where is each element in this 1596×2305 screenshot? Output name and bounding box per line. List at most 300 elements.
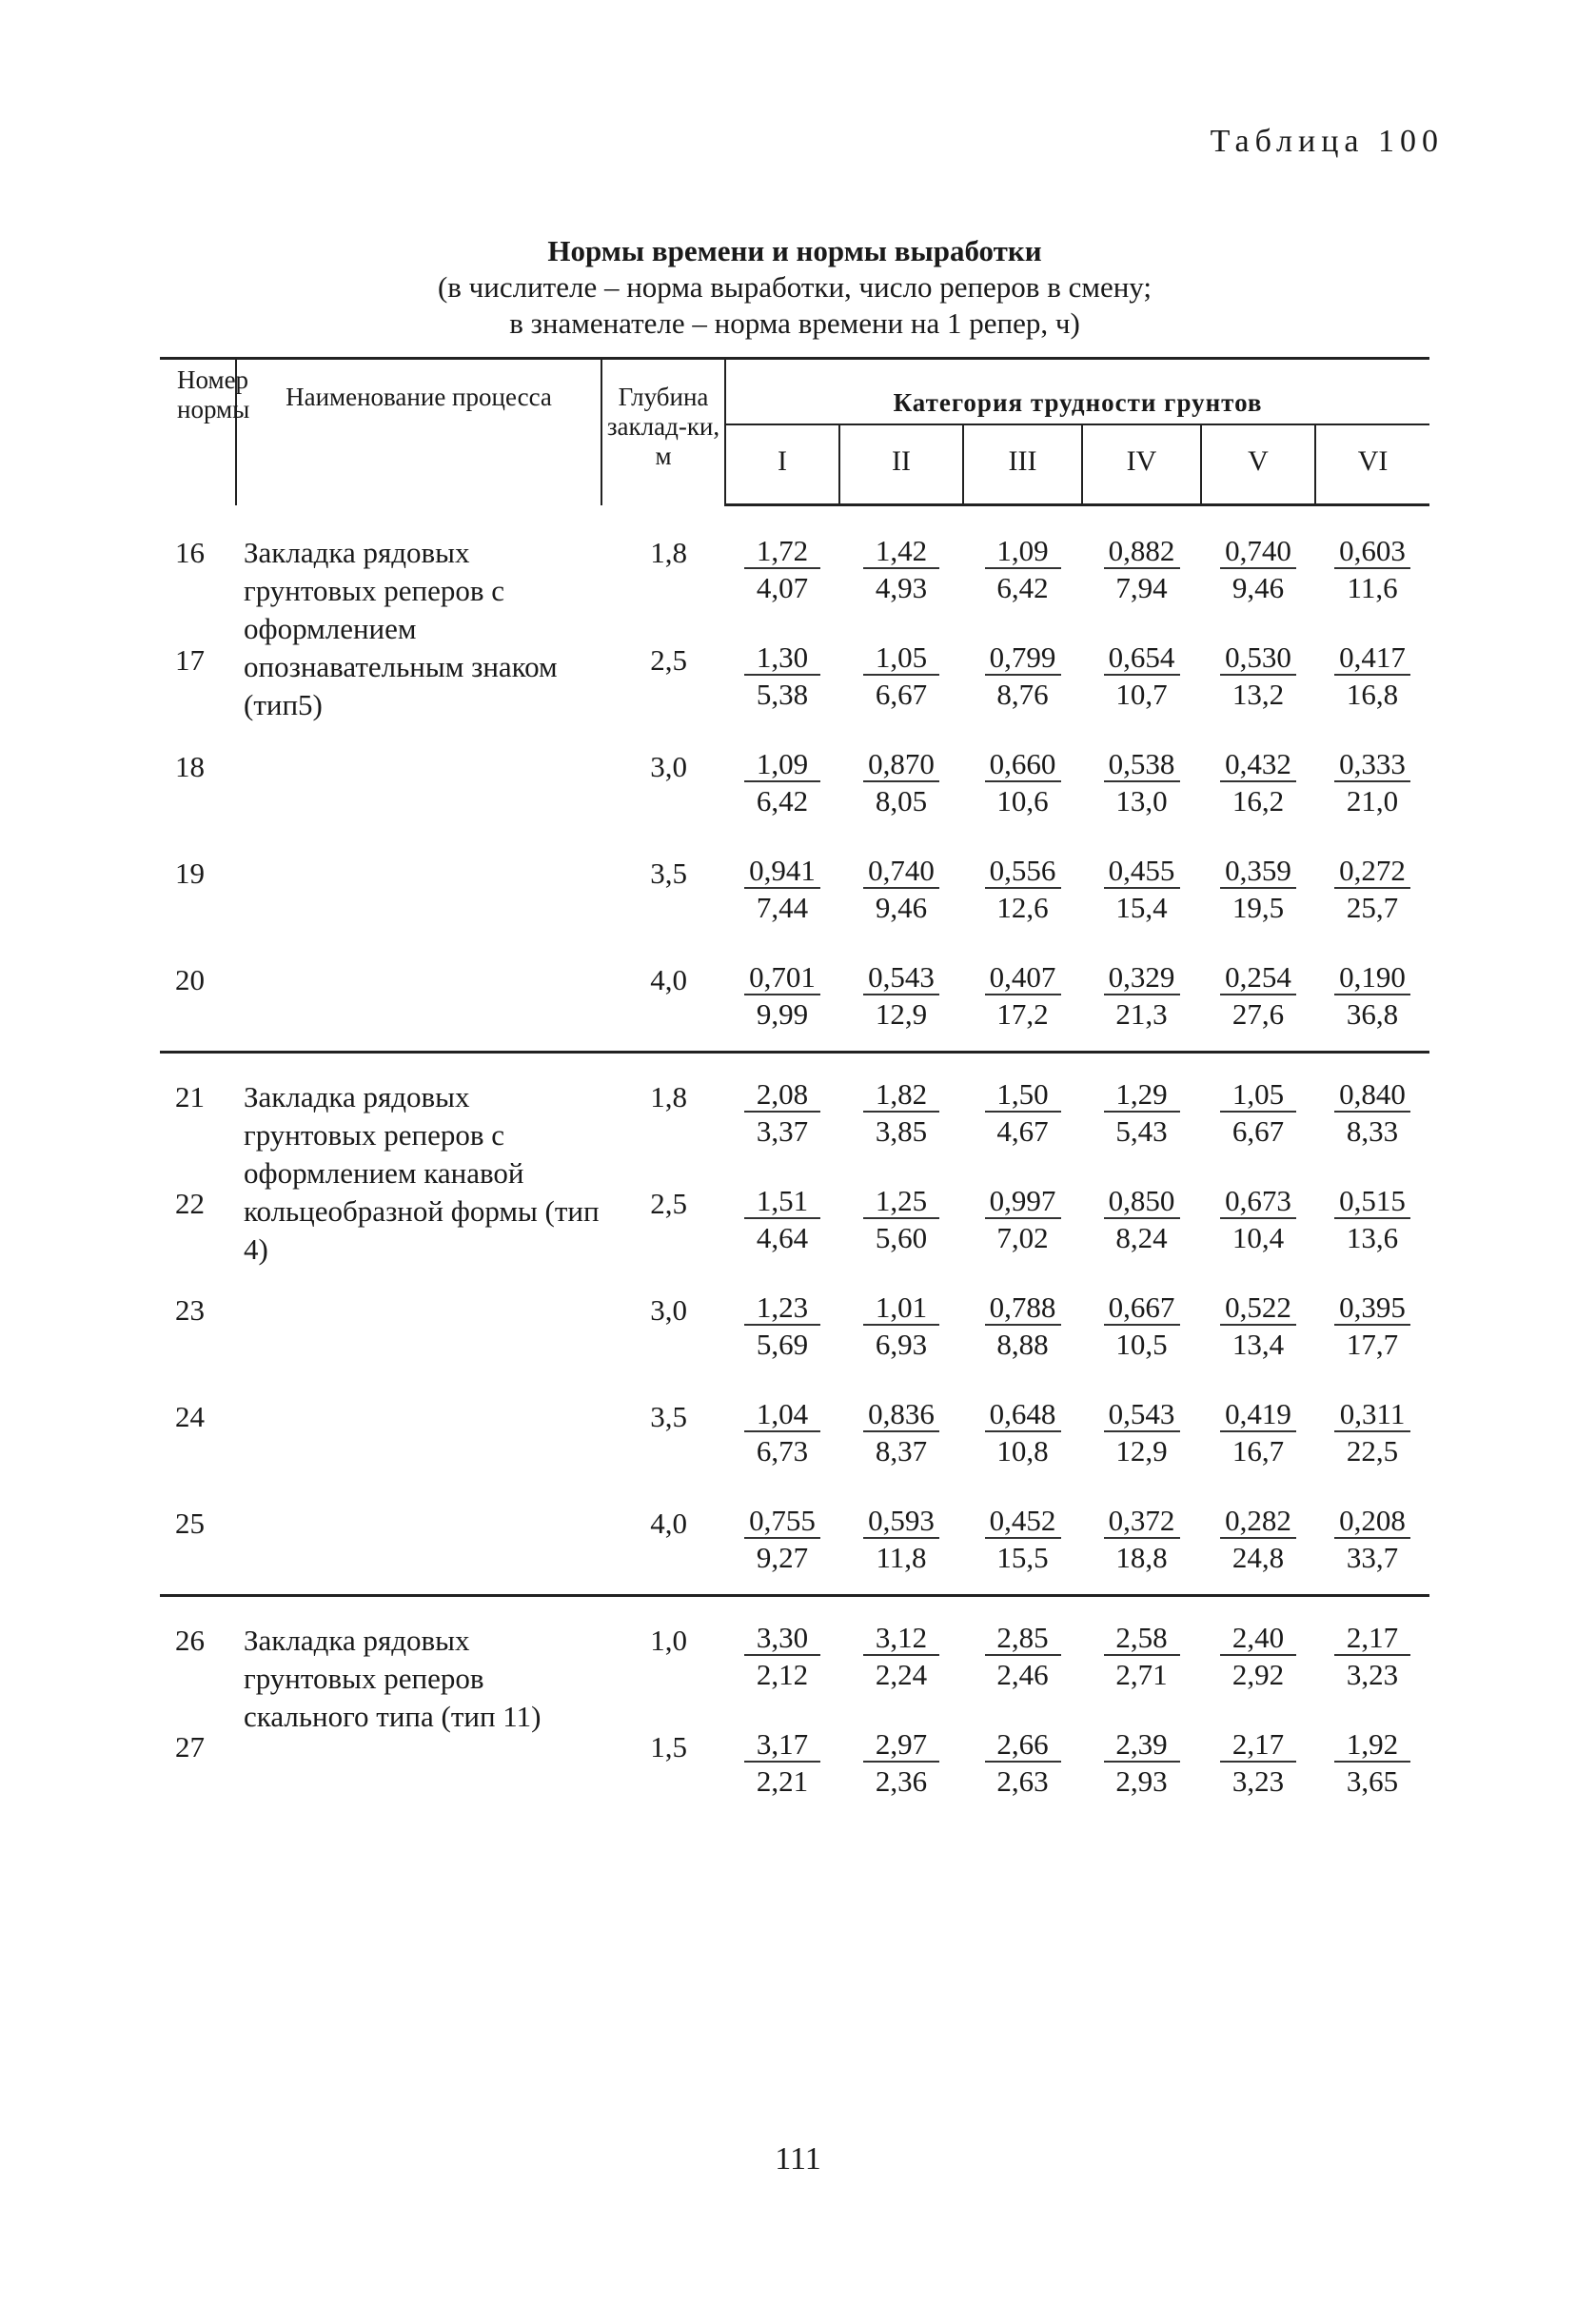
norm-value-cell bbox=[839, 1168, 963, 1274]
fraction bbox=[744, 1728, 820, 1801]
output-norm-numerator: 0,432 bbox=[1220, 748, 1296, 782]
output-norm-numerator: 0,372 bbox=[1104, 1505, 1180, 1539]
output-norm-numerator: 1,09 bbox=[744, 748, 820, 782]
fraction bbox=[1220, 855, 1296, 927]
norm-value-cell bbox=[1315, 1381, 1429, 1487]
fraction bbox=[1334, 961, 1410, 1034]
laying-depth: 1,0 bbox=[601, 1596, 725, 1712]
process-name: Закладка рядовых грунтовых реперов с оформлением канавой кольцеобразной формы (тип 4) bbox=[236, 1053, 601, 1596]
fraction bbox=[985, 855, 1061, 927]
norm-value-cell bbox=[1201, 1711, 1315, 1818]
fraction bbox=[863, 535, 939, 607]
output-norm-numerator: 0,254 bbox=[1220, 961, 1296, 995]
output-norm-numerator: 3,12 bbox=[863, 1622, 939, 1656]
time-norm-denominator: 21,0 bbox=[1346, 784, 1399, 818]
output-norm-numerator: 2,17 bbox=[1220, 1728, 1296, 1763]
fraction bbox=[1104, 748, 1180, 820]
output-norm-numerator: 0,329 bbox=[1104, 961, 1180, 995]
norm-value-cell bbox=[1315, 1596, 1429, 1712]
norm-value-cell bbox=[1082, 944, 1201, 1053]
norm-value-cell bbox=[963, 731, 1082, 837]
output-norm-numerator: 1,30 bbox=[744, 641, 820, 676]
output-norm-numerator: 0,654 bbox=[1104, 641, 1180, 676]
norm-value-cell bbox=[1201, 1274, 1315, 1381]
norm-value-cell bbox=[1082, 1381, 1201, 1487]
time-norm-denominator: 15,4 bbox=[1115, 891, 1168, 924]
time-norm-denominator: 6,67 bbox=[1231, 1114, 1285, 1148]
time-norm-denominator: 2,36 bbox=[875, 1764, 928, 1798]
norm-value-cell bbox=[963, 944, 1082, 1053]
time-norm-denominator: 8,33 bbox=[1346, 1114, 1399, 1148]
fraction bbox=[985, 1185, 1061, 1257]
time-norm-denominator: 13,6 bbox=[1346, 1221, 1399, 1254]
output-norm-numerator: 2,17 bbox=[1334, 1622, 1410, 1656]
norm-number: 18 bbox=[175, 750, 205, 783]
time-norm-denominator: 9,46 bbox=[1231, 571, 1285, 604]
time-norm-denominator: 2,24 bbox=[875, 1658, 928, 1691]
fraction bbox=[744, 1505, 820, 1577]
norm-value-cell bbox=[1201, 1487, 1315, 1596]
output-norm-numerator: 0,417 bbox=[1334, 641, 1410, 676]
norm-value-cell bbox=[963, 1274, 1082, 1381]
output-norm-numerator: 2,85 bbox=[985, 1622, 1061, 1656]
fraction bbox=[1334, 1078, 1410, 1151]
fraction bbox=[1334, 748, 1410, 820]
fraction bbox=[744, 748, 820, 820]
fraction bbox=[863, 1505, 939, 1577]
time-norm-denominator: 3,65 bbox=[1346, 1764, 1399, 1798]
fraction bbox=[1220, 1622, 1296, 1694]
norm-value-cell bbox=[839, 1711, 963, 1818]
norm-value-cell bbox=[1201, 731, 1315, 837]
fraction bbox=[1104, 641, 1180, 714]
header-category-5: V bbox=[1201, 424, 1315, 505]
header-category-2: II bbox=[839, 424, 963, 505]
output-norm-numerator: 0,870 bbox=[863, 748, 939, 782]
fraction bbox=[863, 1728, 939, 1801]
norm-value-cell bbox=[1315, 1168, 1429, 1274]
output-norm-numerator: 0,660 bbox=[985, 748, 1061, 782]
output-norm-numerator: 0,593 bbox=[863, 1505, 939, 1539]
output-norm-numerator: 1,25 bbox=[863, 1185, 939, 1219]
norm-value-cell bbox=[1201, 944, 1315, 1053]
output-norm-numerator: 1,05 bbox=[863, 641, 939, 676]
norm-number: 25 bbox=[175, 1507, 205, 1540]
time-norm-denominator: 5,60 bbox=[875, 1221, 928, 1254]
fraction bbox=[1104, 1291, 1180, 1364]
table-body bbox=[160, 505, 1429, 1819]
norm-value-cell bbox=[839, 1487, 963, 1596]
time-norm-denominator: 36,8 bbox=[1346, 997, 1399, 1031]
output-norm-numerator: 0,788 bbox=[985, 1291, 1061, 1326]
output-norm-numerator: 0,882 bbox=[1104, 535, 1180, 569]
time-norm-denominator: 6,67 bbox=[875, 678, 928, 711]
fraction bbox=[1220, 1078, 1296, 1151]
fraction bbox=[863, 961, 939, 1034]
fraction bbox=[1220, 1291, 1296, 1364]
time-norm-denominator: 5,43 bbox=[1115, 1114, 1168, 1148]
fraction bbox=[1220, 1185, 1296, 1257]
norm-value-cell bbox=[1315, 624, 1429, 731]
table-row bbox=[160, 1053, 1429, 1169]
time-norm-denominator: 11,6 bbox=[1347, 571, 1398, 604]
time-norm-denominator: 10,6 bbox=[996, 784, 1049, 818]
header-category-6: VI bbox=[1315, 424, 1429, 505]
norm-value-cell bbox=[1315, 505, 1429, 625]
header-soil-category: Категория трудности грунтов bbox=[725, 359, 1429, 425]
norm-value-cell bbox=[839, 1274, 963, 1381]
time-norm-denominator: 4,64 bbox=[756, 1221, 809, 1254]
norm-value-cell bbox=[839, 1381, 963, 1487]
time-norm-denominator: 33,7 bbox=[1346, 1541, 1399, 1574]
norm-value-cell bbox=[963, 624, 1082, 731]
time-norm-denominator: 2,63 bbox=[996, 1764, 1049, 1798]
laying-depth: 3,5 bbox=[650, 1400, 687, 1433]
output-norm-numerator: 0,282 bbox=[1220, 1505, 1296, 1539]
time-norm-denominator: 13,0 bbox=[1115, 784, 1168, 818]
laying-depth: 1,8 bbox=[650, 535, 687, 569]
output-norm-numerator: 1,82 bbox=[863, 1078, 939, 1113]
norm-value-cell bbox=[963, 1487, 1082, 1596]
norm-value-cell bbox=[725, 731, 839, 837]
output-norm-numerator: 1,50 bbox=[985, 1078, 1061, 1113]
time-norm-denominator: 6,93 bbox=[875, 1328, 928, 1361]
output-norm-numerator: 1,29 bbox=[1104, 1078, 1180, 1113]
fraction bbox=[744, 1078, 820, 1151]
time-norm-denominator: 6,42 bbox=[996, 571, 1049, 604]
time-norm-denominator: 7,94 bbox=[1115, 571, 1168, 604]
output-norm-numerator: 0,522 bbox=[1220, 1291, 1296, 1326]
time-norm-denominator: 22,5 bbox=[1346, 1434, 1399, 1468]
fraction bbox=[1334, 1622, 1410, 1694]
fraction bbox=[1220, 961, 1296, 1034]
norm-value-cell bbox=[725, 837, 839, 944]
norm-value-cell bbox=[839, 505, 963, 625]
fraction bbox=[1104, 1728, 1180, 1801]
time-norm-denominator: 10,7 bbox=[1115, 678, 1168, 711]
time-norm-denominator: 3,85 bbox=[875, 1114, 928, 1148]
fraction bbox=[985, 1728, 1061, 1801]
time-norm-denominator: 3,37 bbox=[756, 1114, 809, 1148]
norm-value-cell bbox=[1082, 1053, 1201, 1169]
norm-value-cell bbox=[963, 1053, 1082, 1169]
fraction bbox=[985, 748, 1061, 820]
time-norm-denominator: 5,69 bbox=[756, 1328, 809, 1361]
output-norm-numerator: 0,407 bbox=[985, 961, 1061, 995]
norm-value-cell bbox=[839, 624, 963, 731]
table-label: Таблица 100 bbox=[1210, 124, 1444, 159]
output-norm-numerator: 0,556 bbox=[985, 855, 1061, 889]
time-norm-denominator: 12,6 bbox=[996, 891, 1049, 924]
fraction bbox=[985, 1398, 1061, 1470]
fraction bbox=[1220, 1398, 1296, 1470]
fraction bbox=[863, 1185, 939, 1257]
output-norm-numerator: 0,190 bbox=[1334, 961, 1410, 995]
norm-value-cell bbox=[839, 1053, 963, 1169]
time-norm-denominator: 16,2 bbox=[1231, 784, 1285, 818]
norm-value-cell bbox=[1082, 837, 1201, 944]
fraction bbox=[1334, 641, 1410, 714]
laying-depth: 3,5 bbox=[650, 857, 687, 890]
fraction bbox=[1334, 1505, 1410, 1577]
fraction bbox=[744, 855, 820, 927]
norm-value-cell bbox=[1315, 731, 1429, 837]
output-norm-numerator: 0,333 bbox=[1334, 748, 1410, 782]
fraction bbox=[863, 855, 939, 927]
time-norm-denominator: 16,8 bbox=[1346, 678, 1399, 711]
time-norm-denominator: 8,37 bbox=[875, 1434, 928, 1468]
norm-value-cell bbox=[1082, 624, 1201, 731]
fraction bbox=[1104, 1078, 1180, 1151]
time-norm-denominator: 10,5 bbox=[1115, 1328, 1168, 1361]
table-header bbox=[160, 359, 1429, 505]
fraction bbox=[863, 1078, 939, 1151]
laying-depth: 4,0 bbox=[650, 963, 687, 996]
output-norm-numerator: 0,997 bbox=[985, 1185, 1061, 1219]
output-norm-numerator: 1,51 bbox=[744, 1185, 820, 1219]
norm-value-cell bbox=[1082, 1168, 1201, 1274]
time-norm-denominator: 8,76 bbox=[996, 678, 1049, 711]
header-category-4: IV bbox=[1082, 424, 1201, 505]
norm-number: 20 bbox=[175, 963, 205, 996]
time-norm-denominator: 7,44 bbox=[756, 891, 809, 924]
output-norm-numerator: 0,667 bbox=[1104, 1291, 1180, 1326]
time-norm-denominator: 2,71 bbox=[1115, 1658, 1168, 1691]
time-norm-denominator: 12,9 bbox=[1115, 1434, 1168, 1468]
norm-value-cell bbox=[963, 505, 1082, 625]
header-norm-number: Номер нормы bbox=[160, 359, 236, 505]
norm-value-cell bbox=[1082, 505, 1201, 625]
time-norm-denominator: 4,07 bbox=[756, 571, 809, 604]
time-norm-denominator: 6,42 bbox=[756, 784, 809, 818]
norm-value-cell bbox=[725, 1487, 839, 1596]
time-norm-denominator: 10,8 bbox=[996, 1434, 1049, 1468]
header-category-3: III bbox=[963, 424, 1082, 505]
output-norm-numerator: 0,272 bbox=[1334, 855, 1410, 889]
output-norm-numerator: 0,543 bbox=[1104, 1398, 1180, 1432]
norm-value-cell bbox=[963, 1168, 1082, 1274]
time-norm-denominator: 15,5 bbox=[996, 1541, 1049, 1574]
time-norm-denominator: 11,8 bbox=[876, 1541, 927, 1574]
time-norm-denominator: 19,5 bbox=[1231, 891, 1285, 924]
fraction bbox=[985, 1078, 1061, 1151]
time-norm-denominator: 8,24 bbox=[1115, 1221, 1168, 1254]
output-norm-numerator: 2,58 bbox=[1104, 1622, 1180, 1656]
norm-value-cell bbox=[725, 505, 839, 625]
output-norm-numerator: 0,840 bbox=[1334, 1078, 1410, 1113]
table-subtitle-line1: (в числителе – норма выработки, число реперов в смену; bbox=[437, 270, 1153, 304]
norm-number: 16 bbox=[175, 535, 205, 569]
output-norm-numerator: 0,740 bbox=[863, 855, 939, 889]
output-norm-numerator: 0,311 bbox=[1334, 1398, 1410, 1432]
fraction bbox=[863, 1622, 939, 1694]
norm-value-cell bbox=[1082, 1711, 1201, 1818]
laying-depth: 4,0 bbox=[650, 1507, 687, 1540]
output-norm-numerator: 2,66 bbox=[985, 1728, 1061, 1763]
norm-value-cell bbox=[725, 624, 839, 731]
fraction bbox=[985, 535, 1061, 607]
output-norm-numerator: 0,530 bbox=[1220, 641, 1296, 676]
time-norm-denominator: 8,05 bbox=[875, 784, 928, 818]
time-norm-denominator: 2,92 bbox=[1231, 1658, 1285, 1691]
output-norm-numerator: 0,755 bbox=[744, 1505, 820, 1539]
output-norm-numerator: 1,72 bbox=[744, 535, 820, 569]
laying-depth: 2,5 bbox=[650, 643, 687, 677]
fraction bbox=[744, 961, 820, 1034]
fraction bbox=[1220, 535, 1296, 607]
fraction bbox=[1104, 1185, 1180, 1257]
norm-value-cell bbox=[1082, 731, 1201, 837]
fraction bbox=[1334, 535, 1410, 607]
norm-value-cell bbox=[1201, 1168, 1315, 1274]
norm-value-cell bbox=[1201, 1381, 1315, 1487]
fraction bbox=[744, 535, 820, 607]
fraction bbox=[1334, 1185, 1410, 1257]
output-norm-numerator: 0,836 bbox=[863, 1398, 939, 1432]
norm-value-cell bbox=[1201, 837, 1315, 944]
header-process-name: Наименование процесса bbox=[236, 359, 601, 505]
time-norm-denominator: 3,23 bbox=[1346, 1658, 1399, 1691]
fraction bbox=[863, 748, 939, 820]
fraction bbox=[1220, 641, 1296, 714]
output-norm-numerator: 0,701 bbox=[744, 961, 820, 995]
fraction bbox=[1104, 961, 1180, 1034]
fraction bbox=[744, 1291, 820, 1364]
fraction bbox=[1104, 1398, 1180, 1470]
output-norm-numerator: 0,603 bbox=[1334, 535, 1410, 569]
norm-value-cell bbox=[839, 1596, 963, 1712]
laying-depth: 2,5 bbox=[650, 1187, 687, 1220]
output-norm-numerator: 2,08 bbox=[744, 1078, 820, 1113]
output-norm-numerator: 2,39 bbox=[1104, 1728, 1180, 1763]
fraction bbox=[863, 641, 939, 714]
fraction bbox=[985, 1291, 1061, 1364]
norm-value-cell bbox=[725, 1274, 839, 1381]
norm-value-cell bbox=[839, 944, 963, 1053]
norm-value-cell bbox=[963, 1711, 1082, 1818]
fraction bbox=[744, 1398, 820, 1470]
page-number: 111 bbox=[775, 2141, 821, 2177]
table-title: Нормы времени и нормы выработки bbox=[547, 234, 1042, 267]
output-norm-numerator: 0,941 bbox=[744, 855, 820, 889]
time-norm-denominator: 16,7 bbox=[1231, 1434, 1285, 1468]
norm-number: 21 bbox=[160, 1053, 236, 1169]
fraction bbox=[1220, 1728, 1296, 1801]
time-norm-denominator: 2,93 bbox=[1115, 1764, 1168, 1798]
time-norm-denominator: 10,4 bbox=[1231, 1221, 1285, 1254]
output-norm-numerator: 0,538 bbox=[1104, 748, 1180, 782]
output-norm-numerator: 3,30 bbox=[744, 1622, 820, 1656]
time-norm-denominator: 7,02 bbox=[996, 1221, 1049, 1254]
laying-depth: 1,8 bbox=[601, 1053, 725, 1169]
output-norm-numerator: 0,419 bbox=[1220, 1398, 1296, 1432]
output-norm-numerator: 1,92 bbox=[1334, 1728, 1410, 1763]
output-norm-numerator: 1,05 bbox=[1220, 1078, 1296, 1113]
fraction bbox=[1220, 1505, 1296, 1577]
output-norm-numerator: 0,208 bbox=[1334, 1505, 1410, 1539]
norm-value-cell bbox=[963, 1381, 1082, 1487]
fraction bbox=[1104, 535, 1180, 607]
fraction bbox=[985, 641, 1061, 714]
output-norm-numerator: 0,455 bbox=[1104, 855, 1180, 889]
time-norm-denominator: 8,88 bbox=[996, 1328, 1049, 1361]
output-norm-numerator: 1,23 bbox=[744, 1291, 820, 1326]
norm-number: 19 bbox=[175, 857, 205, 890]
norm-number: 23 bbox=[175, 1293, 205, 1327]
fraction bbox=[1104, 1622, 1180, 1694]
output-norm-numerator: 0,850 bbox=[1104, 1185, 1180, 1219]
laying-depth: 1,5 bbox=[650, 1730, 687, 1763]
output-norm-numerator: 1,09 bbox=[985, 535, 1061, 569]
output-norm-numerator: 0,543 bbox=[863, 961, 939, 995]
norm-number: 27 bbox=[175, 1730, 205, 1763]
norm-value-cell bbox=[1315, 1711, 1429, 1818]
header-depth: Глубина заклад-ки, м bbox=[601, 359, 725, 505]
time-norm-denominator: 9,99 bbox=[756, 997, 809, 1031]
output-norm-numerator: 0,452 bbox=[985, 1505, 1061, 1539]
time-norm-denominator: 21,3 bbox=[1115, 997, 1168, 1031]
fraction bbox=[1104, 855, 1180, 927]
norm-value-cell bbox=[1315, 1274, 1429, 1381]
process-name: Закладка рядовых грунтовых реперов скального типа (тип 11) bbox=[236, 1596, 601, 1819]
norm-value-cell bbox=[725, 944, 839, 1053]
time-norm-denominator: 5,38 bbox=[756, 678, 809, 711]
norm-value-cell bbox=[1315, 1487, 1429, 1596]
fraction bbox=[1334, 1291, 1410, 1364]
process-name: Закладка рядовых грунтовых реперов с оформлением опознавательным знаком (тип5) bbox=[244, 535, 558, 721]
laying-depth: 3,0 bbox=[650, 1293, 687, 1327]
fraction bbox=[985, 1505, 1061, 1577]
fraction bbox=[985, 961, 1061, 1034]
norm-value-cell bbox=[1082, 1487, 1201, 1596]
norm-value-cell bbox=[1201, 505, 1315, 625]
time-norm-denominator: 13,2 bbox=[1231, 678, 1285, 711]
norm-value-cell bbox=[1201, 1596, 1315, 1712]
fraction bbox=[1220, 748, 1296, 820]
norm-value-cell bbox=[839, 837, 963, 944]
fraction bbox=[744, 641, 820, 714]
fraction bbox=[1334, 855, 1410, 927]
table-subtitle-line2: в знаменателе – норма времени на 1 репер, ч) bbox=[509, 306, 1080, 340]
norm-value-cell bbox=[1201, 1053, 1315, 1169]
norm-value-cell bbox=[839, 731, 963, 837]
time-norm-denominator: 17,2 bbox=[996, 997, 1049, 1031]
output-norm-numerator: 0,359 bbox=[1220, 855, 1296, 889]
table-title-block bbox=[162, 233, 1428, 342]
norm-value-cell bbox=[1082, 1274, 1201, 1381]
time-norm-denominator: 3,23 bbox=[1231, 1764, 1285, 1798]
table-row bbox=[160, 1596, 1429, 1712]
output-norm-numerator: 0,673 bbox=[1220, 1185, 1296, 1219]
time-norm-denominator: 25,7 bbox=[1346, 891, 1399, 924]
norm-value-cell bbox=[725, 1168, 839, 1274]
norm-value-cell bbox=[725, 1596, 839, 1712]
time-norm-denominator: 4,93 bbox=[875, 571, 928, 604]
output-norm-numerator: 2,97 bbox=[863, 1728, 939, 1763]
output-norm-numerator: 0,515 bbox=[1334, 1185, 1410, 1219]
norm-value-cell bbox=[963, 837, 1082, 944]
time-norm-denominator: 24,8 bbox=[1231, 1541, 1285, 1574]
norm-number: 17 bbox=[175, 643, 205, 677]
time-norm-denominator: 27,6 bbox=[1231, 997, 1285, 1031]
norm-number: 22 bbox=[175, 1187, 205, 1220]
output-norm-numerator: 3,17 bbox=[744, 1728, 820, 1763]
time-norm-denominator: 2,21 bbox=[756, 1764, 809, 1798]
fraction bbox=[985, 1622, 1061, 1694]
output-norm-numerator: 1,01 bbox=[863, 1291, 939, 1326]
output-norm-numerator: 1,04 bbox=[744, 1398, 820, 1432]
time-norm-denominator: 17,7 bbox=[1346, 1328, 1399, 1361]
